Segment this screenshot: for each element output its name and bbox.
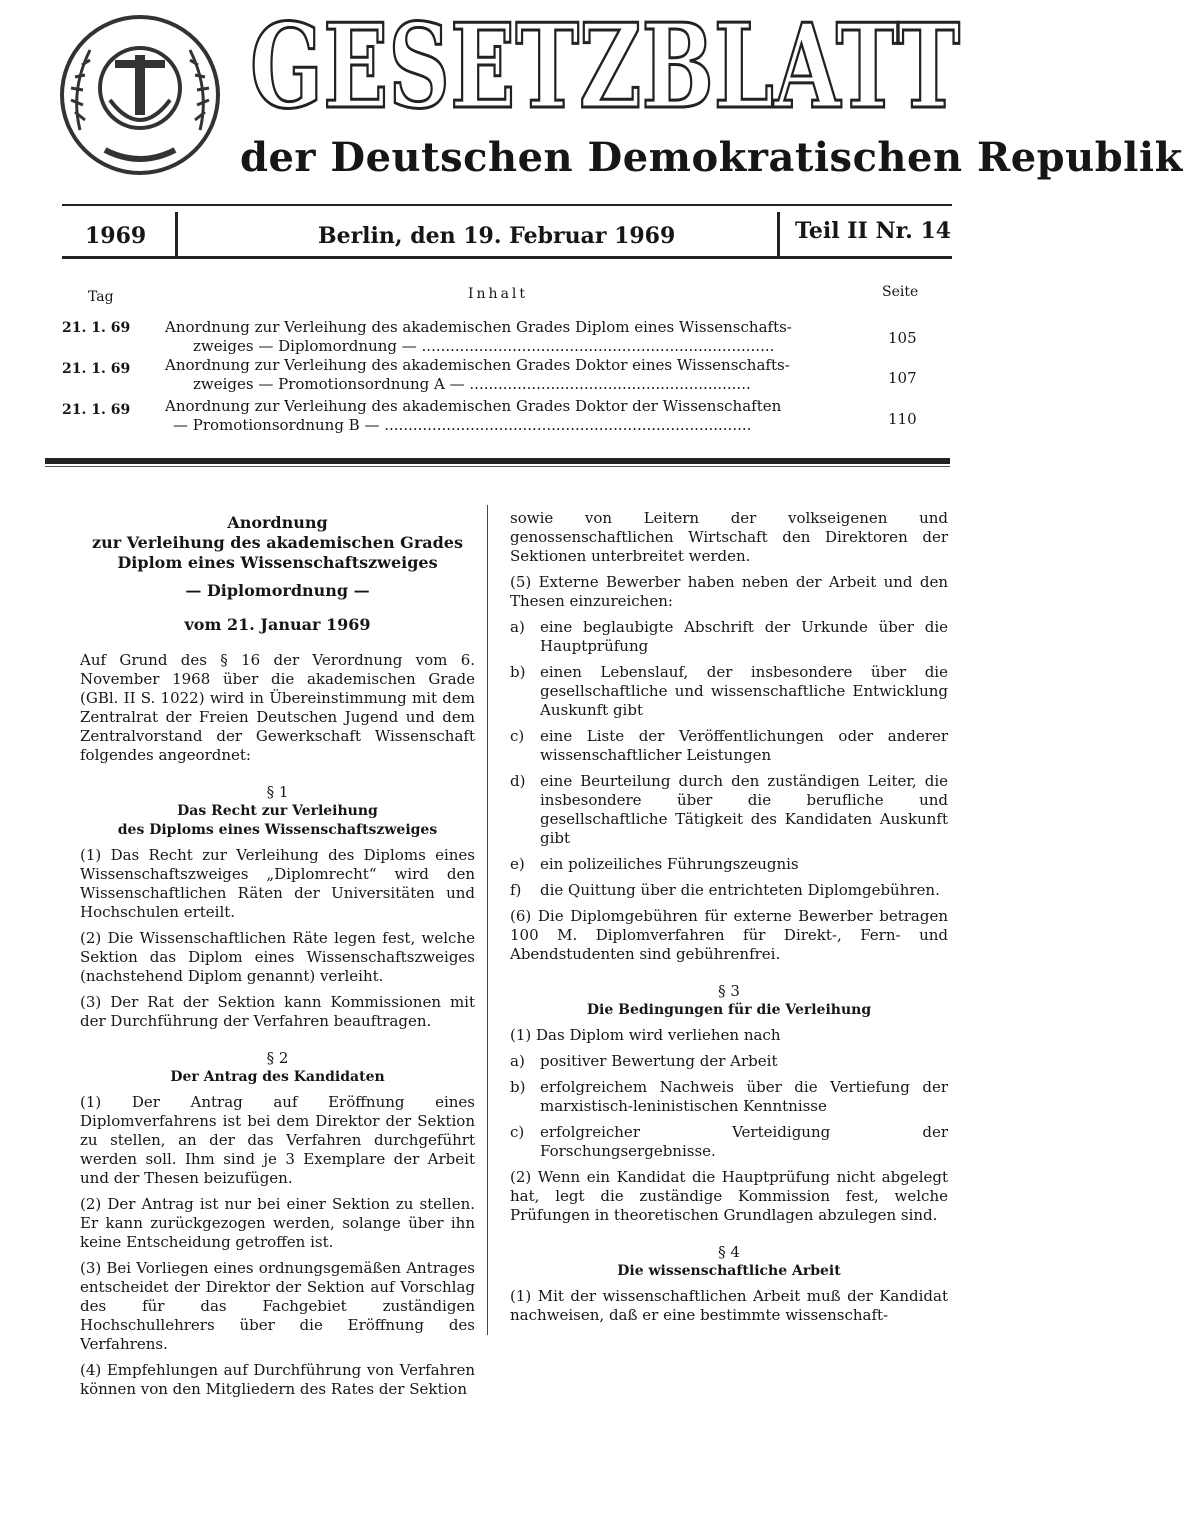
paragraph: (1) Der Antrag auf Eröffnung eines Diplomverfahrens ist bei dem Direktor der Sektion zu stellen, an der das Verfahren durchgeführt werden soll. Ihm sind je 3 Exemplare der Arbeit und der Thesen beizufügen. xyxy=(80,1093,475,1187)
left-column xyxy=(80,513,475,1406)
section-number: § 1 xyxy=(266,783,289,801)
section-title: Der Antrag des Kandidaten xyxy=(170,1069,385,1085)
masthead-title xyxy=(240,0,970,135)
toc-entry-page: 107 xyxy=(888,369,917,387)
list-item: c) erfolgreicher Verteidigung der Forschungsergebnisse. xyxy=(510,1123,948,1160)
toc-entry-title: Anordnung zur Verleihung des akademischen Grades Doktor der Wissenschaften — Promotionsordnung B — ............................................................................. xyxy=(165,397,782,434)
section-number: § 3 xyxy=(718,982,740,1000)
issue-part: Teil II Nr. 14 xyxy=(795,218,952,244)
paragraph: (3) Bei Vorliegen eines ordnungsgemäßen Antrages entscheidet der Direktor der Sektion auf Vorschlag des für das Fachgebiet zuständigen Hochschullehrers über die Eröffnung des Verfahrens. xyxy=(80,1259,475,1353)
paragraph: (1) Mit der wissenschaftlichen Arbeit muß der Kandidat nachweisen, daß er eine bestimmte wissenschaft- xyxy=(510,1287,948,1324)
toc-entry-date: 21. 1. 69 xyxy=(62,402,131,418)
article-date: vom 21. Januar 1969 xyxy=(184,615,371,634)
article-subheading: — Diplomordnung — xyxy=(185,581,370,600)
paragraph: (2) Der Antrag ist nur bei einer Sektion zu stellen. Er kann zurückgezogen werden, solange über ihn keine Entscheidung getroffen ist. xyxy=(80,1195,475,1251)
svg-text:GESETZBLATT: GESETZBLATT xyxy=(250,0,960,135)
issue-date: Berlin, den 19. Februar 1969 xyxy=(318,223,676,249)
section-title: Die wissenschaftliche Arbeit xyxy=(617,1263,841,1279)
paragraph: (1) Das Diplom wird verliehen nach xyxy=(510,1026,781,1044)
section-number: § 2 xyxy=(266,1049,289,1067)
section-title: des Diploms eines Wissenschaftszweiges xyxy=(117,822,438,838)
list-item: b) erfolgreichem Nachweis über die Vertiefung der marxistisch-leninistischen Kenntnisse xyxy=(510,1078,948,1115)
paragraph: (5) Externe Bewerber haben neben der Arbeit und den Thesen einzureichen: xyxy=(510,573,948,610)
list-item: f) die Quittung über die entrichteten Diplomgebühren. xyxy=(510,881,940,899)
toc-entry-page: 105 xyxy=(888,329,917,347)
paragraph: (3) Der Rat der Sektion kann Kommissionen mit der Durchführung der Verfahren beauftragen. xyxy=(80,993,475,1030)
toc-entry-title: Anordnung zur Verleihung des akademischen Grades Doktor eines Wissenschafts- zweiges — Promotionsordnung A — ........................................................... xyxy=(165,356,790,393)
list-item: c) eine Liste der Veröffentlichungen oder anderer wissenschaftlicher Leistungen xyxy=(510,727,948,764)
list-item: b) einen Lebenslauf, der insbesondere über die gesellschaftliche und wissenschaftliche Entwicklung Auskunft gibt xyxy=(510,663,948,719)
header-divider xyxy=(175,212,178,256)
section-number: § 4 xyxy=(718,1243,740,1261)
toc-separator-thin xyxy=(45,466,950,467)
intro-paragraph: Auf Grund des § 16 der Verordnung vom 6. November 1968 über die akademischen Grade (GBl. II S. 1022) wird in Übereinstimmung mit dem Zentralrat der Freien Deutschen Jugend und dem Zentralvorstand der Gewerkschaft Wissenschaft folgendes angeordnet: xyxy=(80,651,475,764)
toc-separator xyxy=(45,458,950,464)
paragraph: (4) Empfehlungen auf Durchführung von Verfahren können von den Mitgliedern des Rates der Sektion xyxy=(80,1361,475,1398)
toc-column-title: Inhalt xyxy=(468,286,529,302)
paragraph: (6) Die Diplomgebühren für externe Bewerber betragen 100 M. Diplomverfahren für Direkt-, Fern- und Abendstudenten sind gebührenfrei. xyxy=(510,907,948,963)
toc-entry-date: 21. 1. 69 xyxy=(62,361,131,377)
paragraph: sowie von Leitern der volkseigenen und genossenschaftlichen Wirtschaft den Direktoren der Sektionen unterbreitet werden. xyxy=(510,509,948,565)
article-heading: Diplom eines Wissenschaftszweiges xyxy=(117,553,438,572)
article-heading: zur Verleihung des akademischen Grades xyxy=(91,533,463,552)
header-divider xyxy=(777,212,780,256)
section-title: Die Bedingungen für die Verleihung xyxy=(586,1002,872,1018)
state-emblem xyxy=(55,10,225,180)
section-title: Das Recht zur Verleihung xyxy=(177,803,378,819)
list-item: e) ein polizeiliches Führungszeugnis xyxy=(510,855,799,873)
toc-entry-date: 21. 1. 69 xyxy=(62,320,131,336)
toc-column-page: Seite xyxy=(882,284,919,300)
header-rule-bottom xyxy=(62,256,952,259)
toc-entry-title: Anordnung zur Verleihung des akademischen Grades Diplom eines Wissenschafts- zweiges — Diplomordnung — .......................................................................... xyxy=(165,318,792,355)
list-item: a) eine beglaubigte Abschrift der Urkunde über die Hauptprüfung xyxy=(510,618,948,655)
toc-entry-page: 110 xyxy=(888,410,917,428)
paragraph: (1) Das Recht zur Verleihung des Diploms eines Wissenschaftszweiges „Diplomrecht“ wird den Wissenschaftlichen Räten der Universitäten und Hochschulen erteilt. xyxy=(80,846,475,921)
paragraph: (2) Die Wissenschaftlichen Räte legen fest, welche Sektion das Diplom eines Wissenschaftszweiges (nachstehend Diplom genannt) verleiht. xyxy=(80,929,475,985)
column-divider xyxy=(487,505,488,1335)
list-item: d) eine Beurteilung durch den zuständigen Leiter, die insbesondere über die berufliche und gesellschaftliche Tätigkeit des Kandidaten Auskunft gibt xyxy=(510,772,948,847)
right-column xyxy=(510,509,948,1332)
header-rule-top xyxy=(62,204,952,206)
toc-column-day: Tag xyxy=(88,289,114,305)
masthead-subtitle: der Deutschen Demokratischen Republik xyxy=(240,134,1183,181)
list-item: a) positiver Bewertung der Arbeit xyxy=(510,1052,778,1070)
paragraph: (2) Wenn ein Kandidat die Hauptprüfung nicht abgelegt hat, legt die zuständige Kommission fest, welche Prüfungen in theoretischen Grundlagen abzulegen sind. xyxy=(510,1168,948,1224)
issue-year: 1969 xyxy=(85,223,147,249)
article-heading: Anordnung xyxy=(227,513,328,532)
